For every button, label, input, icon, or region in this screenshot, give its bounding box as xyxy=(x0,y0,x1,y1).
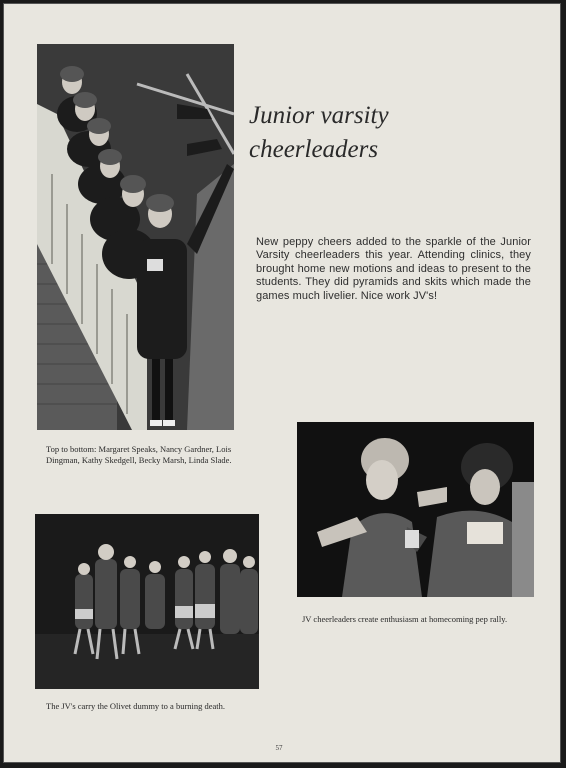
article-body: New peppy cheers added to the sparkle of the Junior Varsity cheerleaders this year. Attending clinics, they brought home new motions and ideas to present to the students. They did pyramids and skits which made the games much livelier. Nice work JV's! xyxy=(256,236,531,302)
cheerleaders-on-stairs-photo xyxy=(37,44,234,430)
pep-rally-caption: JV cheerleaders create enthusiasm at homecoming pep rally. xyxy=(302,614,508,624)
page-number: 57 xyxy=(275,744,283,752)
heading-line-1: Junior varsity xyxy=(249,102,389,129)
olivet-dummy-photo xyxy=(35,514,259,689)
stairs-photo-caption: Top to bottom: Margaret Speaks, Nancy Gardner, Lois Dingman, Kathy Skedgell, Becky Marsh, Linda Slade. xyxy=(46,444,232,465)
page-heading xyxy=(249,99,529,167)
yearbook-page xyxy=(3,3,561,763)
dummy-photo-caption: The JV's carry the Olivet dummy to a burning death. xyxy=(46,701,226,711)
pep-rally-photo xyxy=(297,422,534,597)
heading-line-2: cheerleaders xyxy=(249,136,379,163)
